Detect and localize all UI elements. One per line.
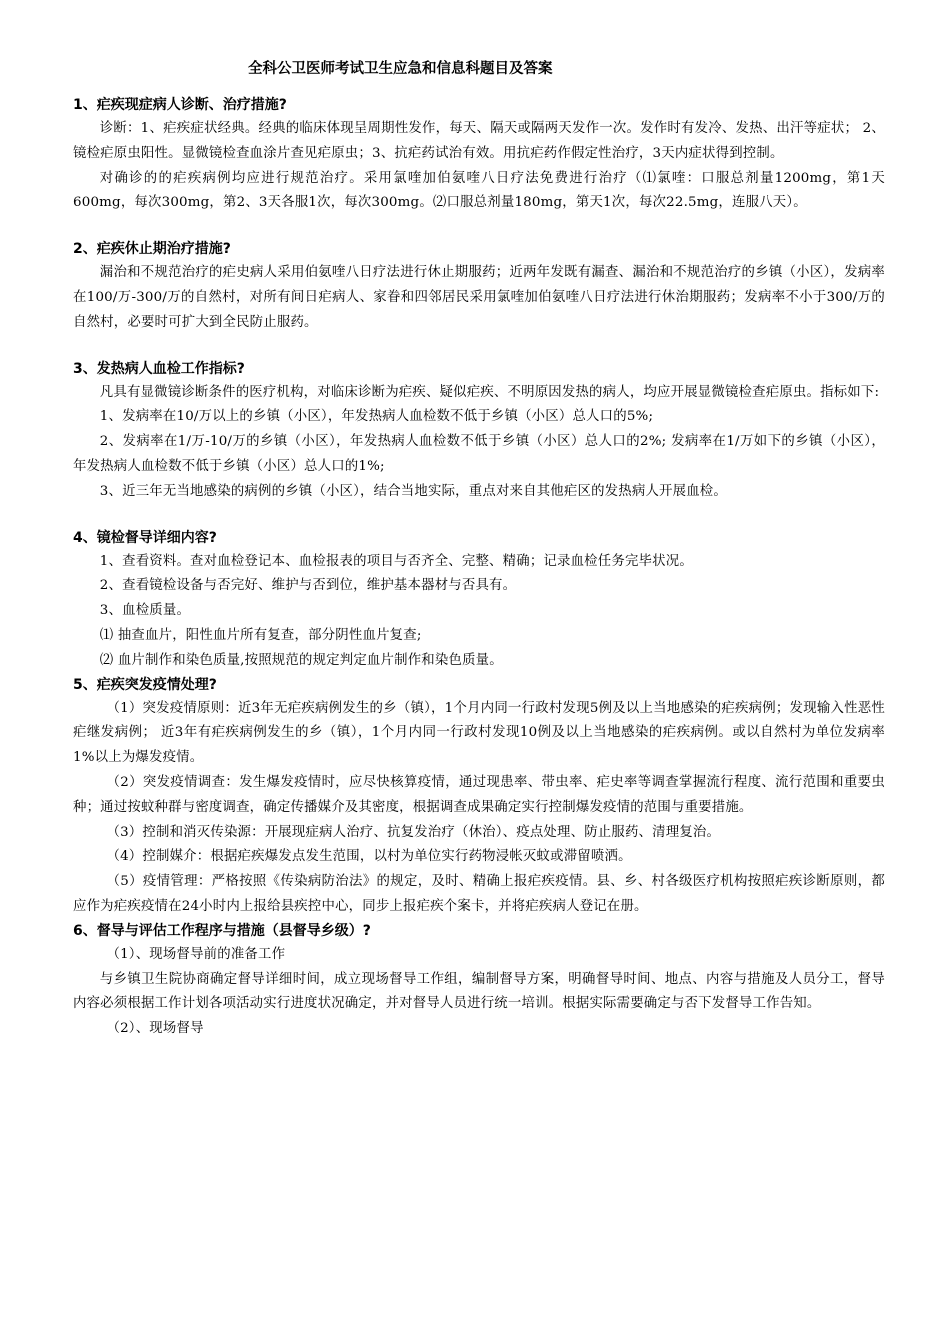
section-heading: 4、镜检督导详细内容?	[73, 529, 217, 546]
section-3	[73, 358, 885, 505]
paragraph: 3、近三年无当地感染的病例的乡镇（小区），结合当地实际，重点对来自其他疟区的发热病人开展血检。	[99, 483, 727, 499]
paragraph: （1）、现场督导前的准备工作	[106, 946, 286, 962]
section-4	[73, 527, 885, 674]
paragraph: 3、血检质量。	[99, 603, 191, 619]
paragraph: ⑴ 抽查血片，阳性血片所有复查，部分阴性血片复查;	[99, 627, 422, 643]
section-heading: 6、督导与评估工作程序与措施（县督导乡级）?	[73, 922, 371, 939]
section-1	[73, 94, 885, 216]
paragraph: 2、查看镜检设备与否完好、维护与否到位，维护基本器材与否具有。	[99, 578, 517, 594]
section-heading: 5、疟疾突发疫情处理?	[73, 676, 217, 693]
paragraph: 2、发病率在1/万-10/万的乡镇（小区），年发热病人血检数不低于乡镇（小区）总人口的2%; 发病率在1/万如下的乡镇（小区），年发热病人血检数不低于乡镇（小区）总人口的1%;	[73, 434, 885, 474]
paragraph: （2）、现场督导	[106, 1021, 204, 1037]
paragraph: （5）疫情管理：严格按照《传染病防治法》的规定，及时、精确上报疟疾疫情。县、乡、村各级医疗机构按照疟疾诊断原则，都应作为疟疾疫情在24小时内上报给县疾控中心，同步上报疟疾个案卡，并将疟疾病人登记在册。	[73, 874, 885, 914]
paragraph: （3）控制和消灭传染源：开展现症病人治疗、抗复发治疗（休治）、疫点处理、防止服药、清理复治。	[106, 824, 721, 840]
page-title: 全科公卫医师考试卫生应急和信息科题目及答案	[248, 61, 553, 77]
document-page	[73, 58, 885, 1042]
paragraph: （4）控制媒介：根据疟疾爆发点发生范围，以村为单位实行药物浸帐灭蚊或滞留喷洒。	[106, 849, 632, 865]
paragraph: 与乡镇卫生院协商确定督导详细时间，成立现场督导工作组，编制督导方案，明确督导时间、地点、内容与措施及人员分工，督导内容必须根据工作计划各项活动实行进度状况确定，并对督导人员进行统一培训。根据实际需要确定与否下发督导工作告知。	[73, 971, 885, 1012]
paragraph: ⑵ 血片制作和染色质量,按照规范的规定判定血片制作和染色质量。	[99, 652, 503, 668]
paragraph: 诊断：1、疟疾症状经典。经典的临床体现呈周期性发作，每天、隔天或隔两天发作一次。发作时有发冷、发热、出汗等症状； 2、镜检疟原虫阳性。显微镜检查血涂片查见疟原虫；3、抗疟药试治有效。用抗疟药作假定性治疗，3天内症状得到控制。	[73, 121, 885, 161]
paragraph: （2）突发疫情调查：发生爆发疫情时，应尽快核算疫情，通过现患率、带虫率、疟史率等调查掌握流行程度、流行范围和重要虫种；通过按蚊种群与密度调查，确定传播媒介及其密度，根据调查成果确定实行控制爆发疫情的范围与重要措施。	[73, 774, 885, 815]
paragraph: 1、查看资料。查对血检登记本、血检报表的项目与否齐全、完整、精确；记录血检任务完毕状况。	[99, 553, 693, 569]
paragraph: （1）突发疫情原则：近3年无疟疾病例发生的乡（镇），1个月内同一行政村发现5例及以上当地感染的疟疾病例；发现输入性恶性疟继发病例； 近3年有疟疾病例发生的乡（镇），1个月内同一行政村发现10例及以上当地感染的疟疾病例。或以自然村为单位发病率1%以上为爆发疫情。	[73, 700, 885, 766]
paragraph: 1、发病率在10/万以上的乡镇（小区），年发热病人血检数不低于乡镇（小区）总人口的5%;	[99, 409, 654, 425]
section-6	[73, 920, 885, 1042]
section-2	[73, 238, 885, 335]
section-5	[73, 674, 885, 920]
paragraph: 漏治和不规范治疗的疟史病人采用伯氨喹八日疗法进行休止期服药；近两年发既有漏查、漏治和不规范治疗的乡镇（小区），发病率在100/万-300/万的自然村，对所有间日疟病人、家眷和四邻居民采用氯喹加伯氨喹八日疗法进行休治期服药；发病率不小于300/万的自然村，必要时可扩大到全民防止服药。	[73, 265, 885, 330]
paragraph: 对确诊的的疟疾病例均应进行规范治疗。采用氯喹加伯氨喹八日疗法免费进行治疗（⑴氯喹：口服总剂量1200mg，第1天600mg，每次300mg，第2、3天各服1次，每次300mg。⑵口服总剂量180mg，第天1次，每次22.5mg，连服八天）。	[73, 170, 885, 211]
section-heading: 1、疟疾现症病人诊断、治疗措施?	[73, 97, 287, 113]
section-heading: 3、发热病人血检工作指标?	[73, 360, 245, 377]
section-heading: 2、疟疾休止期治疗措施?	[73, 241, 231, 258]
paragraph: 凡具有显微镜诊断条件的医疗机构，对临床诊断为疟疾、疑似疟疾、不明原因发热的病人，均应开展显微镜检查疟原虫。指标如下:	[99, 384, 880, 400]
